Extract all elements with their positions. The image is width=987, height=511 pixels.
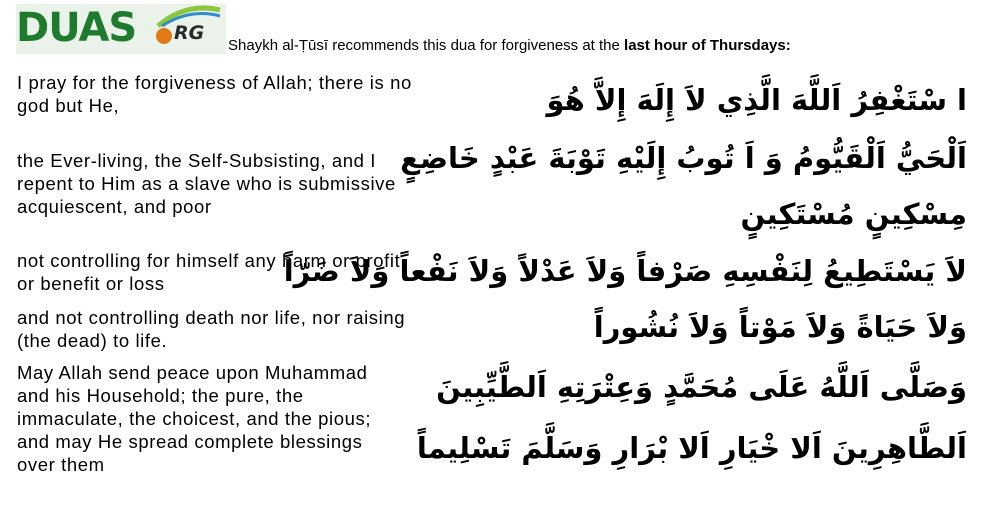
logo-dot-icon xyxy=(156,28,172,44)
intro-text: Shaykh al-Ṭūsī recommends this dua for forgiveness at the xyxy=(228,37,625,54)
translation-line-3: not controlling for himself any harm or profit, or benefit or loss xyxy=(17,250,407,294)
arabic-line-7: اَلطَّاهِرِينَ اَلا خْيَارِ اَلا بْرَارِ وَسَلَّمَ تَسْلِيماً xyxy=(416,431,967,465)
site-logo[interactable] xyxy=(16,4,226,54)
translation-line-2: the Ever-living, the Self-Subsisting, and I repent to Him as a slave who is submissive acquiescent, and poor xyxy=(17,150,396,217)
translation-line-4: and not controlling death nor life, nor raising (the dead) to life. xyxy=(17,307,406,351)
arabic-line-2: اَلْحَيُّ اَلْقَيُّومُ وَ اَ تُوبُ إِلَيْهِ تَوْبَةَ عَبْدٍ خَاضِعٍ xyxy=(400,141,967,175)
logo-wordmark: DUAS xyxy=(16,5,137,51)
arabic-line-4: لاَ يَسْتَطِيعُ لِنَفْسِهِ صَرْفاً وَلاَ عَدْلاً وَلاَ نَفْعاً وَلاَ ضَرّاً xyxy=(283,254,967,288)
arabic-line-5: وَلاَ حَيَاةً وَلاَ مَوْتاً وَلاَ نُشُوراً xyxy=(593,310,967,344)
intro-emphasis: last hour of Thursdays: xyxy=(624,37,791,54)
logo-suffix: RG xyxy=(174,22,205,44)
arabic-line-1: ا سْتَغْفِرُ اَللَّهَ الَّذِي لاَ إِلَهَ إِلاَّ هُوَ xyxy=(546,83,967,117)
translation-line-1: I pray for the forgiveness of Allah; there is no god but He, xyxy=(17,72,412,116)
arabic-line-6: وَصَلَّى اَللَّهُ عَلَى مُحَمَّدٍ وَعِتْرَتِهِ اَلطَّيِّبِينَ xyxy=(436,370,967,404)
translation-line-5: May Allah send peace upon Muhammad and his Household; the pure, the immaculate, the choicest, and the pious; and may He spread complete blessings over them xyxy=(17,362,372,475)
intro-line xyxy=(228,37,791,55)
arabic-line-3: مِسْكِينٍ مُسْتَكِينٍ xyxy=(740,197,967,231)
